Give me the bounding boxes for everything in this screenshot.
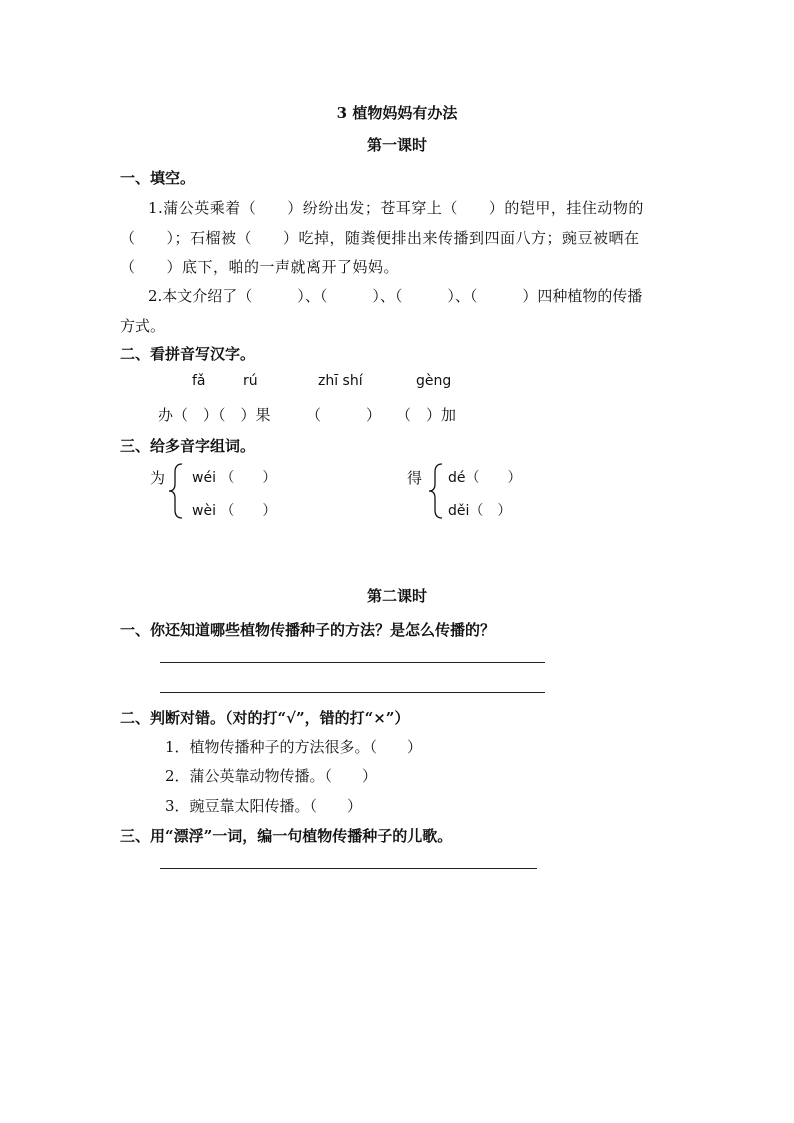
fill-q2-line1: 2.本文介绍了（ ）、（ ）、（ ）、（ ）四种植物的传播 <box>148 287 643 305</box>
pinyin-1: fǎ <box>192 373 206 389</box>
reading-wei4: wèi （ ） <box>192 503 277 519</box>
answer-line <box>160 662 545 663</box>
fill-q2-line2: 方式。 <box>120 317 166 335</box>
chars-group-2: （ ） <box>306 406 382 424</box>
lesson1-heading: 第一课时 <box>366 136 427 154</box>
judge-item-2: 2．蒲公英靠动物传播。（ ） <box>165 767 378 785</box>
answer-line <box>160 868 537 869</box>
reading-wei2: wéi （ ） <box>192 470 277 486</box>
lesson2-sec3-title: 三、用“漂浮”一词，编一句植物传播种子的儿歌。 <box>120 827 453 845</box>
chars-group-1: 办（ ）（ ）果 <box>158 406 271 424</box>
left-brace-icon <box>168 462 184 520</box>
page-title: 3 植物妈妈有办法 <box>336 104 458 122</box>
pinyin-4: gèng <box>416 373 452 389</box>
judge-item-3: 3．豌豆靠太阳传播。（ ） <box>165 797 363 815</box>
lesson2-sec1-title: 一、你还知道哪些植物传播种子的方法？是怎么传播的？ <box>120 621 496 639</box>
lesson2-heading: 第二课时 <box>366 587 427 605</box>
lesson1-sec1-title: 一、填空。 <box>120 169 196 187</box>
polyphone-char-de: 得 <box>407 469 423 487</box>
reading-dei3: děi（ ） <box>448 503 512 519</box>
answer-line <box>160 692 545 693</box>
polyphone-char-wei: 为 <box>150 469 166 487</box>
fill-q1-line3: （ ）底下，啪的一声就离开了妈妈。 <box>120 258 400 276</box>
pinyin-2: rú <box>243 373 258 389</box>
pinyin-3: zhī shí <box>318 373 363 389</box>
reading-de2: dé（ ） <box>448 470 522 486</box>
left-brace-icon <box>428 462 444 520</box>
chars-group-3: （ ）加 <box>396 406 457 424</box>
judge-item-1: 1．植物传播种子的方法很多。（ ） <box>165 738 423 756</box>
fill-q1-line2: （ ）；石榴被（ ）吃掉，随粪便排出来传播到四面八方；豌豆被晒在 <box>120 229 640 247</box>
lesson1-sec2-title: 二、看拼音写汉字。 <box>120 345 256 363</box>
lesson2-sec2-title: 二、判断对错。（对的打“√”，错的打“×”） <box>120 709 410 727</box>
fill-q1-line1: 1.蒲公英乘着（ ）纷纷出发；苍耳穿上（ ）的铠甲，挂住动物的 <box>148 199 644 217</box>
lesson1-sec3-title: 三、给多音字组词。 <box>120 437 256 455</box>
